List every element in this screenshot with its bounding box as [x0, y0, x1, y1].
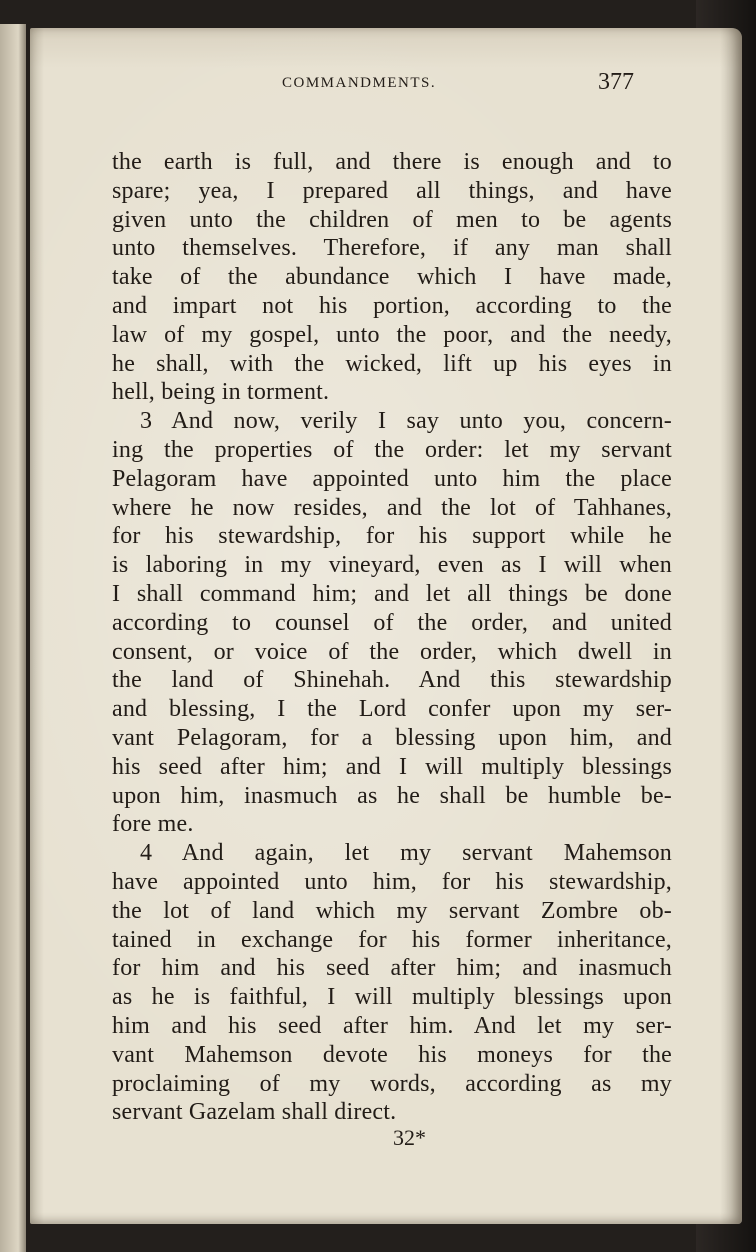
text-line: is laboring in my vineyard, even as I will when — [112, 552, 672, 579]
text-line: and impart not his portion, according to the — [112, 292, 672, 319]
text-line: consent, or voice of the order, which dwell in — [112, 638, 672, 665]
text-line: he shall, with the wicked, lift up his eyes in — [112, 350, 672, 377]
facing-page-edge — [0, 24, 26, 1252]
text-line: and blessing, I the Lord confer upon my ser- — [112, 696, 672, 723]
text-line: servant Gazelam shall direct. — [112, 1099, 397, 1126]
page-number: 377 — [598, 69, 634, 95]
text-line: as he is faithful, I will multiply blessings upon — [112, 984, 672, 1011]
text-line: spare; yea, I prepared all things, and have — [112, 177, 672, 204]
text-line: ing the properties of the order: let my servant — [112, 436, 672, 463]
text-line: take of the abundance which I have made, — [112, 264, 672, 291]
text-line: unto themselves. Therefore, if any man shall — [112, 235, 672, 262]
text-line: vant Mahemson devote his moneys for the — [112, 1041, 672, 1068]
text-line: for his stewardship, for his support while he — [112, 523, 672, 550]
text-line: the earth is full, and there is enough and to — [112, 149, 672, 175]
text-line: have appointed unto him, for his stewardship, — [112, 868, 672, 895]
text-line: hell, being in torment. — [112, 379, 330, 406]
text-line: I shall command him; and let all things be done — [112, 580, 672, 607]
text-line: the land of Shinehah. And this stewardship — [112, 667, 672, 694]
page-edge-shadow — [720, 28, 742, 1224]
text-line: proclaiming of my words, according as my — [112, 1070, 672, 1097]
text-line: the lot of land which my servant Zombre ob- — [112, 897, 672, 924]
text-line: tained in exchange for his former inheritance, — [112, 926, 672, 953]
text-line: where he now resides, and the lot of Tahhanes, — [112, 494, 672, 521]
text-line: law of my gospel, unto the poor, and the needy, — [112, 321, 672, 348]
text-line: fore me. — [112, 811, 194, 838]
body-text — [112, 148, 672, 1127]
text-line: according to counsel of the order, and united — [112, 609, 672, 636]
text-line: given unto the children of men to be agents — [112, 206, 672, 233]
verse-start-line: 3 And now, verily I say unto you, concern- — [140, 408, 672, 435]
text-line: vant Pelagoram, for a blessing upon him, and — [112, 724, 672, 751]
text-line: upon him, inasmuch as he shall be humble be- — [112, 782, 672, 809]
running-title: COMMANDMENTS. — [282, 75, 437, 91]
signature-mark: 32* — [393, 1125, 426, 1150]
text-line: for him and his seed after him; and inasmuch — [112, 955, 672, 982]
text-line: him and his seed after him. And let my ser- — [112, 1012, 672, 1039]
verse-start-line: 4 And again, let my servant Mahemson — [140, 840, 672, 867]
text-line: his seed after him; and I will multiply blessings — [112, 753, 672, 780]
text-line: Pelagoram have appointed unto him the place — [112, 465, 672, 492]
